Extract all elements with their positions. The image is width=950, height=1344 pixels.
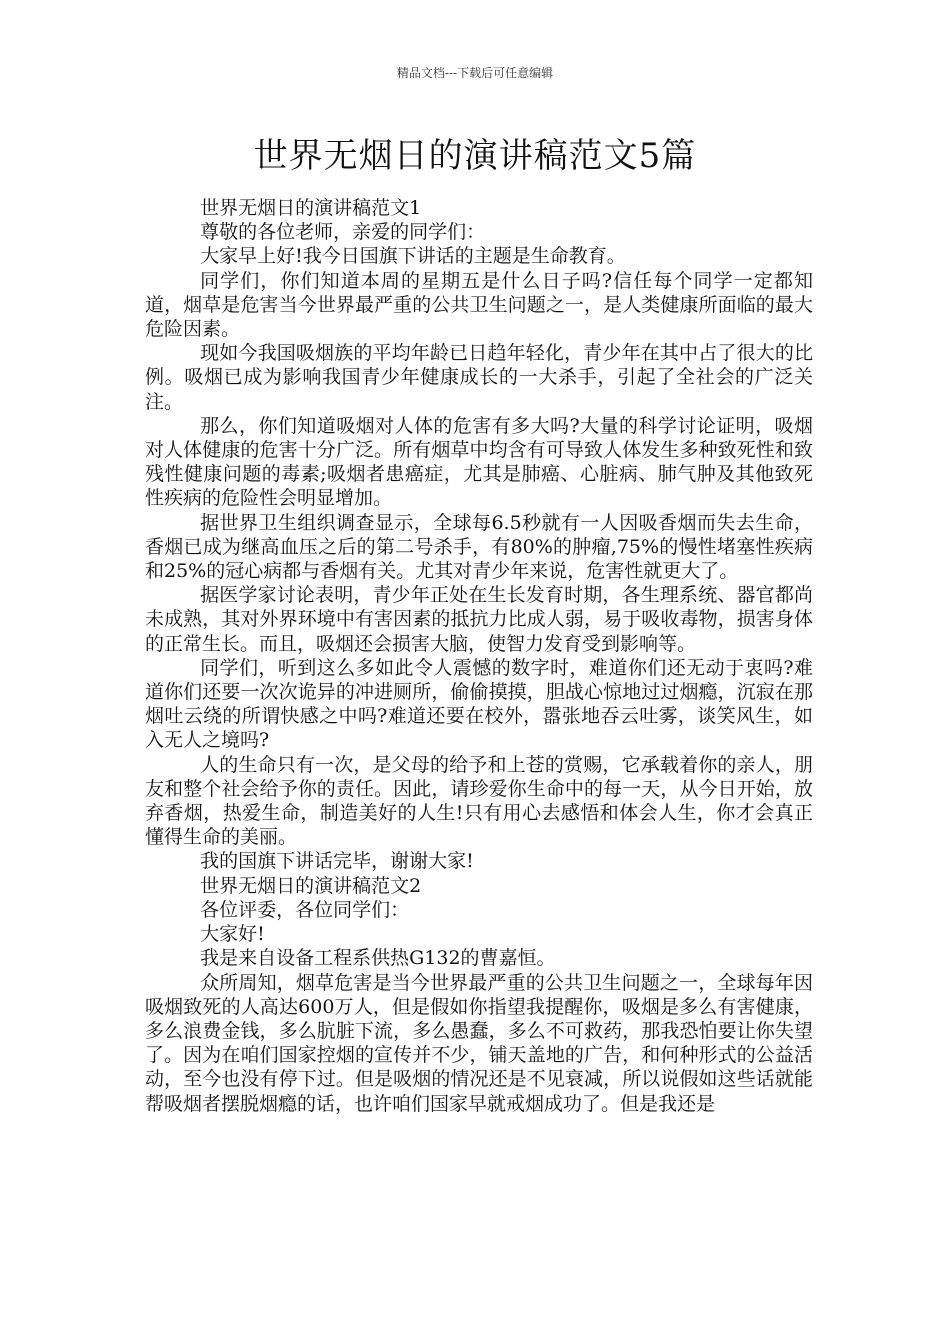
page-header-note: 精品文档---下载后可任意编辑 (396, 66, 554, 80)
section-heading: 世界无烟日的演讲稿范文1 (200, 197, 422, 219)
paragraph: 现如今我国吸烟族的平均年龄已日趋年轻化，青少年在其中占了很大的比例。吸烟已成为影响我国青少年健康成长的一大杀手，引起了全社会的广泛关注。 (145, 342, 813, 413)
section-heading: 世界无烟日的演讲稿范文2 (200, 874, 422, 897)
paragraph: 我的国旗下讲话完毕，谢谢大家! (200, 850, 474, 873)
document-body (145, 196, 813, 1116)
paragraph: 各位评委，各位同学们： (200, 898, 410, 921)
document-title: 世界无烟日的演讲稿范文5篇 (253, 136, 697, 176)
paragraph: 据医学家讨论表明，青少年正处在生长发育时期，各生理系统、器官都尚未成熟，其对外界环境中有害因素的抵抗力比成人弱，易于吸收毒物，损害身体的正常生长。而且，吸烟还会损害大脑，使智力发育受到影响等。 (145, 584, 813, 655)
paragraph: 尊敬的各位老师，亲爱的同学们： (200, 221, 486, 244)
paragraph: 人的生命只有一次，是父母的给予和上苍的赏赐，它承载着你的亲人，朋友和整个社会给予你的责任。因此，请珍爱你生命中的每一天，从今日开始，放弃香烟，热爱生命，制造美好的人生!只有用心去感悟和体会人生，你才会真正懂得生命的美丽。 (145, 753, 813, 849)
paragraph: 那么，你们知道吸烟对人体的危害有多大吗?大量的科学讨论证明，吸烟对人体健康的危害十分广泛。所有烟草中均含有可导致人体发生多种致死性和致残性健康问题的毒素;吸烟者患癌症，尤其是肺癌、心脏病、肺气肿及其他致死性疾病的危险性会明显增加。 (145, 414, 813, 510)
paragraph: 大家早上好!我今日国旗下讲话的主题是生命教育。 (200, 245, 626, 268)
paragraph: 大家好! (200, 923, 265, 946)
paragraph: 同学们，你们知道本周的星期五是什么日子吗?信任每个同学一定都知道，烟草是危害当今世界最严重的公共卫生问题之一，是人类健康所面临的最大危险因素。 (145, 269, 813, 341)
paragraph: 据世界卫生组织调查显示，全球每6.5秒就有一人因吸香烟而失去生命，香烟已成为继高血压之后的第二号杀手，有80%的肿瘤,75%的慢性堵塞性疾病和25%的冠心病都与香烟有关。尤其对青少年来说，危害性就更大了。 (145, 511, 813, 583)
paragraph: 同学们，听到这么多如此令人震憾的数字时，难道你们还无动于衷吗?难道你们还要一次次诡异的冲进厕所，偷偷摸摸，胆战心惊地过过烟瘾，沉寂在那烟吐云绕的所谓快感之中吗?难道还要在校外，嚣张地吞云吐雾，谈笑风生，如入无人之境吗? (145, 656, 813, 752)
paragraph: 我是来自设备工程系供热G132的曹嘉恒。 (200, 947, 556, 970)
paragraph: 众所周知，烟草危害是当今世界最严重的公共卫生问题之一，全球每年因吸烟致死的人高达600万人，但是假如你指望我提醒你，吸烟是多么有害健康，多么浪费金钱，多么肮脏下流，多么愚蠢，多么不可救药，那我恐怕要让你失望了。因为在咱们国家控烟的宣传并不少，铺天盖地的广告，和何种形式的公益活动，至今也没有停下过。但是吸烟的情况还是不见衰减，所以说假如这些话就能帮吸烟者摆脱烟瘾的话，也许咱们国家早就戒烟成功了。但是我还是 (145, 971, 813, 1115)
